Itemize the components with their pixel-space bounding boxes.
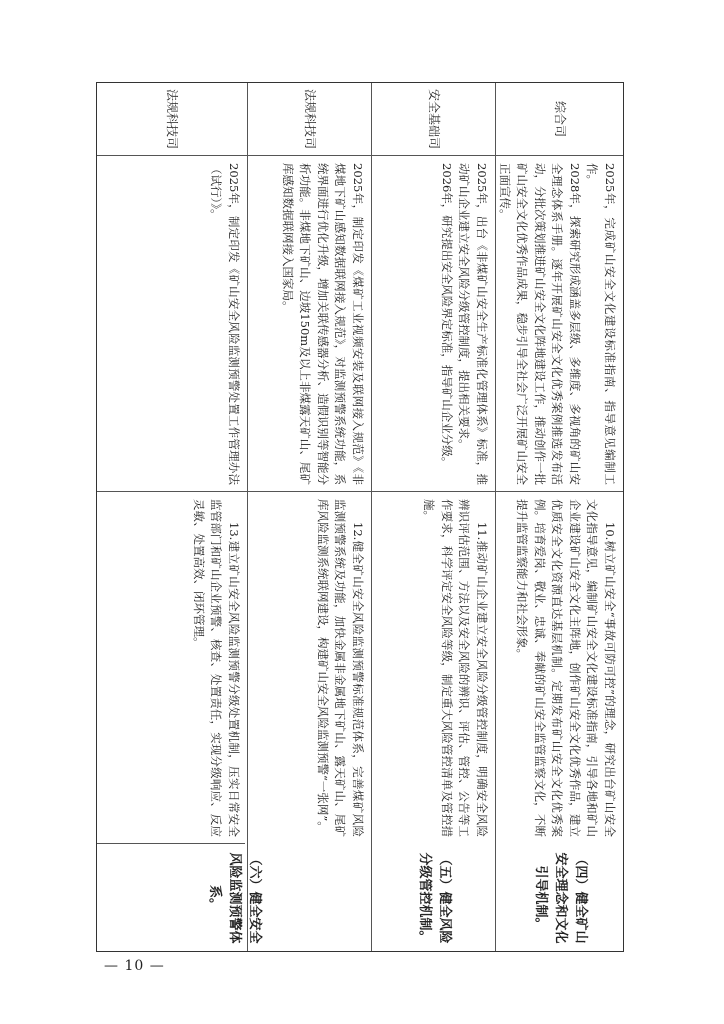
category-cell — [497, 845, 623, 951]
department-text: 法规科技司 — [303, 88, 317, 149]
category-cell — [373, 845, 495, 951]
row-divider — [247, 83, 248, 951]
category-cell — [97, 845, 371, 951]
measure-cell — [373, 493, 495, 843]
department-cell — [97, 83, 247, 155]
category-text: （五）健全风险分级管控机制。 — [417, 852, 452, 944]
schedule-cell — [373, 157, 495, 491]
measure-text: 10.树立矿山安全“事故可防可控”的理念，研究出台矿山安全文化指导意见，编制矿山安全文化建设标准指南，引导各地和矿山企业建设矿山安全文化主阵地，创作矿山安全文化优秀作品，建立优质安全文化资源直达基层机制。定期发布矿山安全文化优秀案例。培育爱岗、敬业、忠诚、奉献的矿山安全监管监察文化，不断提升监管监察能力和社会形象。 — [515, 499, 617, 837]
measure-text: 12.健全矿山安全风险监测预警标准规范体系，完善煤矿风险监测预警系统及功能，加快金属非金属地下矿山、露天矿山、尾矿库风险监测系统联网建设，构建矿山安全风险监测预警“一张网”。 — [316, 499, 365, 837]
measure-cell — [249, 493, 371, 843]
schedule-text: 2025年，制定印发《煤矿工业视频安装及联网接入规范》《非煤地下矿山感知数据联网接入规范》，对监测预警系统功能，系统界面进行优化升级，增加关联传感器分析、造假识别等智能分析功能。非煤地下矿山、边坡150m及以上非煤露天矿山、尾矿库感知数据联网接入国家局。 — [281, 163, 365, 485]
department-text: 安全基础司 — [427, 88, 441, 149]
measures-table — [96, 82, 624, 952]
department-text: 综合司 — [553, 100, 567, 137]
measure-cell — [97, 493, 247, 843]
measure-cell — [497, 493, 623, 843]
schedule-cell — [97, 157, 247, 491]
schedule-text: 2025年，出台《非煤矿山安全生产标准化管理体系》标准，推动矿山企业建立安全风险分级管控制度，提出相关要求。 2026年，研究提出安全风险界定标准，指导矿山企业分级。 — [440, 163, 489, 485]
schedule-cell — [497, 157, 623, 491]
row-divider — [371, 83, 372, 951]
schedule-text: 2025年，完成矿山安全文化建设标准指南、指导意见编制工作。 2028年，探索研究形成涵盖多层级、多维度、多视角的矿山安全理念体系手册。逐年开展矿山安全文化优秀案例推选发布活动，分批次策划推进矿山安全文化阵地建设工作，推动创作一批矿山安全文化优秀作品成果，稳步引导全社会广泛开展矿山安全正面宣传。 — [498, 163, 617, 485]
schedule-text: 2025年，制定印发《矿山安全风险监测预警处置工作管理办法（试行）》。 — [209, 163, 241, 485]
category-text: （四）健全矿山安全理念和文化引导机制。 — [533, 852, 588, 944]
column-divider — [97, 843, 245, 844]
page-number: — 10 — — [104, 958, 165, 974]
column-divider — [97, 491, 623, 492]
category-text: （六）健全安全风险监测预警体系。 — [207, 852, 262, 944]
column-divider — [97, 155, 623, 156]
measure-text: 13.建立矿山安全风险监测预警分级处置机制，压实日常安全监管部门和矿山企业预警、核查、处置责任，实现分级响应、反应灵敏、处置高效、闭环管理。 — [192, 499, 241, 837]
row-divider — [495, 83, 496, 951]
department-cell — [249, 83, 371, 155]
measure-text: 11.推动矿山企业建立安全风险分级管控制度，明确安全风险辨识评估范围、方法以及安全风险的辨识、评估、管控、公告等工作要求，科学评定安全风险等级，制定重大风险管控清单及管控措施。 — [422, 499, 489, 837]
department-cell — [373, 83, 495, 155]
schedule-cell — [249, 157, 371, 491]
department-text: 法规科技司 — [165, 88, 179, 149]
department-cell — [497, 83, 623, 155]
